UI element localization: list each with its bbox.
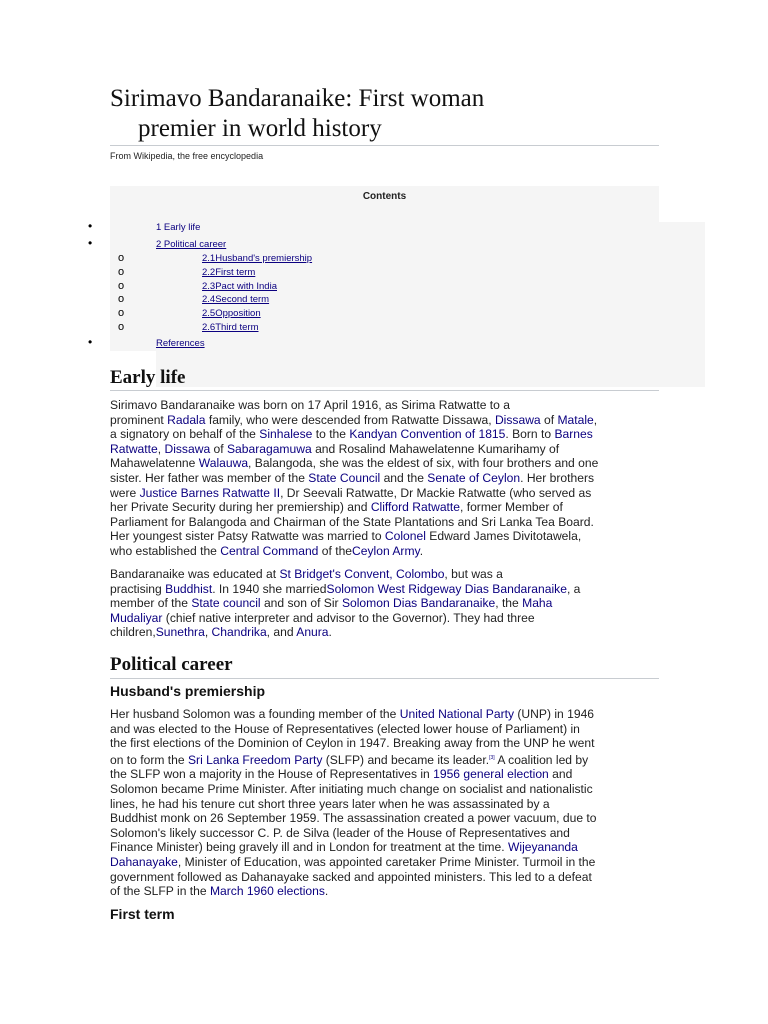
link-buddhist[interactable]: Buddhist <box>165 581 213 596</box>
link-senate-of-ceylon[interactable]: Senate of Ceylon <box>427 470 521 485</box>
toc-link-political-career[interactable]: 2 Political career <box>156 239 227 250</box>
link-dissawa[interactable]: Dissawa <box>494 412 541 427</box>
link-united-national-party[interactable]: United National Party <box>399 707 515 721</box>
toc-link-first-term[interactable]: 2.2First term <box>202 267 256 278</box>
link-wijeyananda-dahanayake-2[interactable]: Dahanayake <box>110 854 178 869</box>
link-chandrika[interactable]: Chandrika <box>211 625 267 640</box>
toc-link-pact-with-india[interactable]: 2.3Pact with India <box>202 281 277 292</box>
subsection-heading-husbands-premiership: Husband's premiership <box>110 683 266 699</box>
reference-marker[interactable]: [3] <box>489 754 495 761</box>
page-title-line2: premier in world history <box>138 115 382 142</box>
toc-link-third-term[interactable]: 2.6Third term <box>202 322 259 333</box>
link-barnes-ratwatte-2[interactable]: Ratwatte <box>110 441 158 456</box>
link-anura[interactable]: Anura <box>296 625 329 640</box>
toc-link-early-life[interactable]: 1 Early life <box>156 222 705 387</box>
link-solomon-dias-bandaranaike[interactable]: Solomon Dias Bandaranaike <box>341 596 496 611</box>
section-heading-early-life: Early life <box>110 367 186 388</box>
link-maha-mudaliyar[interactable]: Maha <box>522 596 553 611</box>
link-dissawa-2[interactable]: Dissawa <box>164 441 211 456</box>
link-wijeyananda-dahanayake[interactable]: Wijeyananda <box>507 840 578 855</box>
toc-heading: Contents <box>362 191 407 202</box>
toc-link-references[interactable]: References <box>156 338 205 349</box>
page-title-line1: Sirimavo Bandaranaike: First woman <box>110 85 485 112</box>
link-walauwa[interactable]: Walauwa <box>198 456 249 471</box>
link-maha-mudaliyar-2[interactable]: Mudaliyar <box>110 610 163 625</box>
section-divider <box>110 390 659 391</box>
toc-subbullet: o <box>118 280 125 292</box>
link-st-bridgets-convent[interactable]: St Bridget's Convent, Colombo <box>279 567 445 581</box>
site-subtitle: From Wikipedia, the free encyclopedia <box>110 151 264 161</box>
link-ceylon-army[interactable]: Ceylon Army <box>352 543 420 558</box>
toc-link-second-term[interactable]: 2.4Second term <box>202 294 270 305</box>
link-justice-barnes-ratwatte[interactable]: Justice Barnes Ratwatte II <box>139 485 281 500</box>
toc-bullet: • <box>88 219 93 233</box>
link-sabaragamuwa[interactable]: Sabaragamuwa <box>226 441 312 456</box>
title-divider <box>110 145 659 146</box>
link-barnes-ratwatte[interactable]: Barnes <box>554 427 593 442</box>
toc-link-husbands-premiership[interactable]: 2.1Husband's premiership <box>202 253 313 264</box>
link-colonel[interactable]: Colonel <box>384 529 426 544</box>
toc-subbullet: o <box>118 293 125 305</box>
toc-subbullet: o <box>118 266 125 278</box>
link-radala[interactable]: Radala <box>167 412 206 427</box>
link-march-1960-elections[interactable]: March 1960 elections <box>209 884 325 899</box>
link-solomon-bandaranaike[interactable]: Solomon West Ridgeway Dias Bandaranaike <box>326 581 567 596</box>
toc-bullet: • <box>88 335 93 349</box>
link-central-command[interactable]: Central Command <box>220 543 319 558</box>
section-heading-political-career: Political career <box>110 654 233 675</box>
link-clifford-ratwatte[interactable]: Clifford Ratwatte <box>370 500 460 515</box>
link-sunethra[interactable]: Sunethra <box>155 625 205 640</box>
link-1956-general-election[interactable]: 1956 general election <box>433 767 549 782</box>
link-state-council[interactable]: State Council <box>308 470 381 485</box>
link-kandyan-convention[interactable]: Kandyan Convention of 1815 <box>349 427 506 442</box>
toc-link-opposition[interactable]: 2.5Opposition <box>202 308 261 319</box>
toc-bullet: • <box>88 236 93 250</box>
toc-subbullet: o <box>118 321 125 333</box>
subsection-heading-first-term: First term <box>110 906 175 922</box>
early-life-paragraph-1: Sirimavo Bandaranaike was born on 17 April 1916, as Sirima Ratwatte to a prominent Radala family, who were descended from Ratwatte Dissawa, Dissawa of Matale, a signatory on behalf of the Sinhalese to the Kandyan Convention of 1815. Born to Barnes Ratwatte, Dissawa of Sabaragamuwa and Rosalind Mahawelatenne Kumarihamy of Mahawelatenne Walauwa, Balangoda, she was the eldest of six, with four brothers and one sister. Her father was member of the State Council and the Senate of Ceylon. Her brothers were Justice Barnes Ratwatte II, Dr Seevali Ratwatte, Dr Mackie Ratwatte (who served as her Private Security during her premiership) and Clifford Ratwatte, former Member of Parliament for Balangoda and Chairman of the State Plantations and Sri Lanka Tea Board. Her youngest sister Patsy Ratwatte was married to Colonel Edward James Divitotawela, who established the Central Command of theCeylon Army. <box>110 398 599 558</box>
link-sinhalese[interactable]: Sinhalese <box>259 427 313 442</box>
link-matale[interactable]: Matale <box>557 412 594 427</box>
section-divider <box>110 678 659 679</box>
early-life-paragraph-2: Bandaranaike was educated at St Bridget's Convent, Colombo, but was a practising Buddhist. In 1940 she marriedSolomon West Ridgeway Dias Bandaranaike, a member of the State council and son of Sir Solomon Dias Bandaranaike, the Maha Mudaliyar (chief native interpreter and advisor to the Governor). They had three children,Sunethra, Chandrika, and Anura. <box>110 567 581 640</box>
link-state-council-2[interactable]: State council <box>191 596 261 611</box>
link-sri-lanka-freedom-party[interactable]: Sri Lanka Freedom Party <box>187 752 323 767</box>
toc-subbullet: o <box>118 252 125 264</box>
toc-subbullet: o <box>118 307 125 319</box>
husbands-premiership-paragraph: Her husband Solomon was a founding member of the United National Party (UNP) in 1946 and was elected to the House of Representatives (elected lower house of Parliament) in the first elections of the Dominion of Ceylon in 1947. Breaking away from the UNP he went on to form the Sri Lanka Freedom Party (SLFP) and became its leader.[3] A coalition led by the SLFP won a majority in the House of Representatives in 1956 general election and Solomon became Prime Minister. After initiating much change on socialist and nationalistic lines, he had his tenure cut short three years later when he was assassinated by a Buddhist monk on 26 September 1959. The assassination created a power vacuum, due to Solomon's likely successor C. P. de Silva (leader of the House of Representatives and Finance Minister) being gravely ill and in London for treatment at the time. Wijeyananda Dahanayake, Minister of Education, was appointed caretaker Prime Minister. Turmoil in the government followed as Dahanayake sacked and appointed ministers. This led to a defeat of the SLFP in the March 1960 elections. <box>110 707 597 899</box>
page-title <box>110 84 658 144</box>
